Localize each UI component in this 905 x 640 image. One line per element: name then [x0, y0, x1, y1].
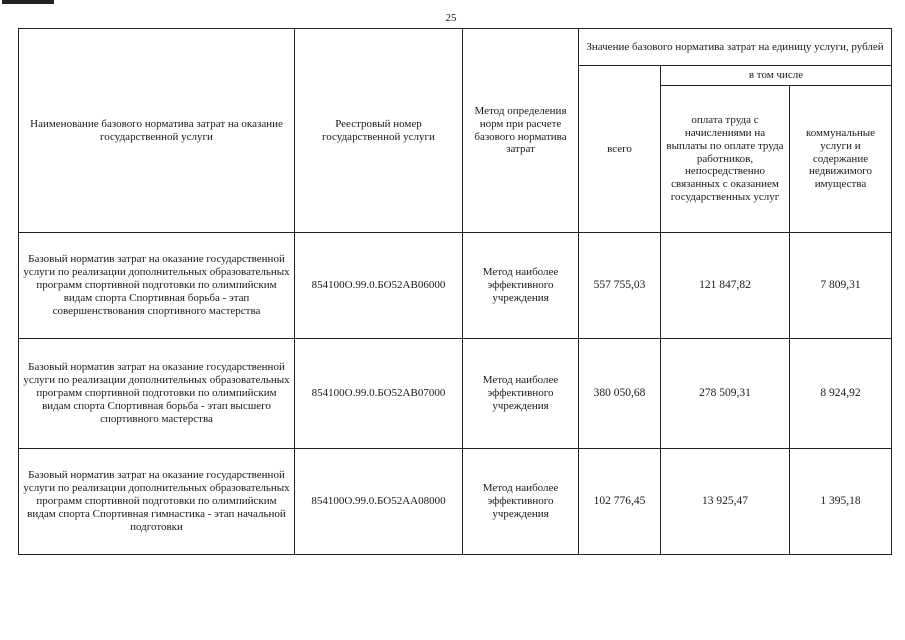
header-value-group: Значение базового норматива затрат на единицу услуги, рублей [579, 29, 892, 66]
row-name: Базовый норматив затрат на оказание государственной услуги по реализации дополнительных образовательных программ спортивной подготовки по олимпийским видам спорта Спортивная гимнастика - этап начальной подготовки [19, 449, 295, 555]
page-number: 25 [445, 12, 457, 24]
row-utilities: 1 395,18 [790, 449, 892, 555]
row-name: Базовый норматив затрат на оказание государственной услуги по реализации дополнительных образовательных программ спортивной подготовки по олимпийским видам спорта Спортивная борьба - этап совершенствования спортивного мастерства [19, 233, 295, 339]
header-payroll: оплата труда с начислениями на выплаты по оплате труда работников, непосредственно связанных с оказанием государственных услуг [661, 86, 790, 233]
header-total: всего [579, 66, 661, 233]
table-row [19, 449, 892, 555]
row-total: 102 776,45 [579, 449, 661, 555]
cost-norms-table [18, 28, 892, 555]
row-total: 557 755,03 [579, 233, 661, 339]
row-method: Метод наиболее эффективного учреждения [463, 449, 579, 555]
row-payroll: 13 925,47 [661, 449, 790, 555]
row-utilities: 7 809,31 [790, 233, 892, 339]
header-name: Наименование базового норматива затрат на оказание государственной услуги [19, 29, 295, 233]
table-row [19, 233, 892, 339]
scan-edge-mark [2, 0, 54, 4]
row-payroll: 278 509,31 [661, 339, 790, 449]
row-method: Метод наиболее эффективного учреждения [463, 233, 579, 339]
header-including: в том числе [661, 66, 892, 86]
table-row [19, 339, 892, 449]
header-utilities: коммунальные услуги и содержание недвижимого имущества [790, 86, 892, 233]
row-registry: 854100О.99.0.БО52АВ07000 [295, 339, 463, 449]
row-utilities: 8 924,92 [790, 339, 892, 449]
header-row-1 [19, 29, 892, 66]
row-registry: 854100О.99.0.БО52АА08000 [295, 449, 463, 555]
header-method: Метод определения норм при расчете базового норматива затрат [463, 29, 579, 233]
row-registry: 854100О.99.0.БО52АВ06000 [295, 233, 463, 339]
header-registry: Реестровый номер государственной услуги [295, 29, 463, 233]
row-name: Базовый норматив затрат на оказание государственной услуги по реализации дополнительных образовательных программ спортивной подготовки по олимпийским видам спорта Спортивная борьба - этап высшего спортивного мастерства [19, 339, 295, 449]
row-total: 380 050,68 [579, 339, 661, 449]
row-payroll: 121 847,82 [661, 233, 790, 339]
row-method: Метод наиболее эффективного учреждения [463, 339, 579, 449]
